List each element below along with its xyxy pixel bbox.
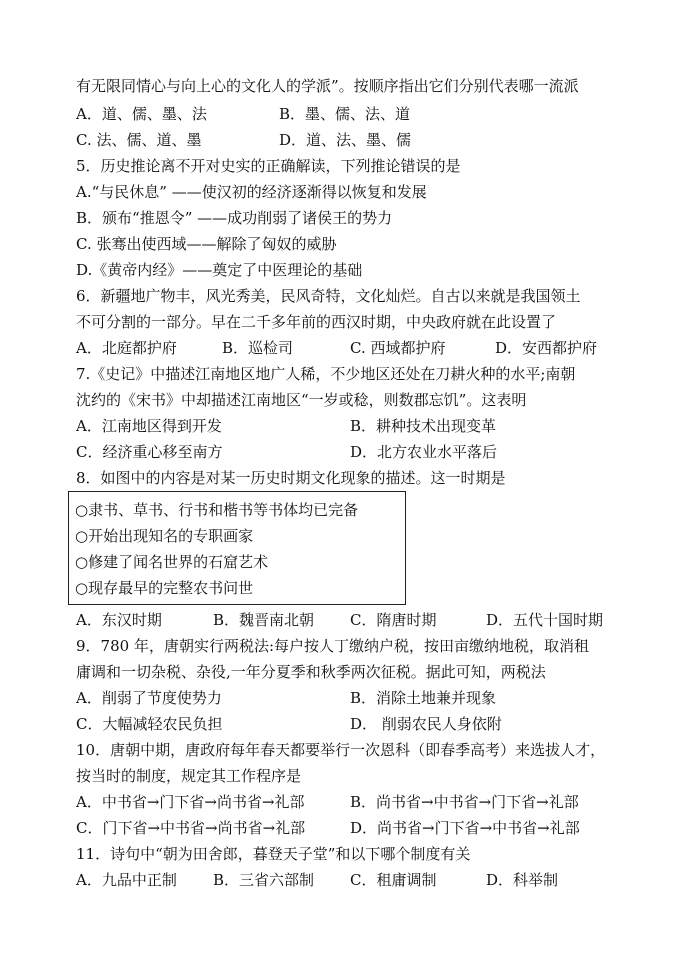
q9-option-a: A．削弱了节度使势力 [76,689,222,707]
q8-box-item-1: ○隶书、草书、行书和楷书等书体均已完备 [75,501,359,519]
q9-option-c: C．大幅减轻农民负担 [76,715,223,733]
q7-stem-line-2: 沈约的《宋书》中却描述江南地区“一岁或稔，则数郡忘饥”。这表明 [76,391,527,409]
q4-option-a: A．道、儒、墨、法 [76,105,207,123]
q6-option-d: D．安西都护府 [495,339,598,357]
q10-stem-line-1: 10．唐朝中期，唐政府每年春天都要举行一次恩科（即春季高考）来选拔人才， [76,741,606,759]
q8-box-item-4: ○现存最早的完整农书问世 [75,579,254,597]
q8-stem: 8．如图中的内容是对某一历史时期文化现象的描述。这一时期是 [76,469,506,487]
q10-option-c: C．门下省→中书省→尚书省→礼部 [76,819,306,837]
q4-option-c: C. 法、儒、道、墨 [76,131,202,149]
q11-option-b: B．三省六部制 [213,871,315,889]
q8-option-b: B．魏晋南北朝 [213,611,315,629]
q5-option-b: B．颁布“推恩令” ——成功削弱了诸侯王的势力 [76,209,393,227]
q4-stem-tail: 有无限同情心与向上心的文化人的学派”。按顺序指出它们分别代表哪一流派 [76,77,579,95]
q10-option-d: D．尚书省→门下省→中书省→礼部 [350,819,580,837]
q10-option-b: B．尚书省→中书省→门下省→礼部 [350,793,579,811]
q9-option-b: B．消除土地兼并现象 [350,689,497,707]
q8-option-d: D．五代十国时期 [486,611,604,629]
q8-option-c: C．隋唐时期 [350,611,437,629]
q6-stem-line-2: 不可分割的一部分。早在二千多年前的西汉时期，中央政府就在此设置了 [76,313,557,331]
q8-description-box [68,491,406,605]
q7-option-c: C．经济重心移至南方 [76,443,223,461]
q7-option-d: D．北方农业水平落后 [350,443,498,461]
q5-stem: 5．历史推论离不开对史实的正确解读，下列推论错误的是 [76,157,461,175]
q5-option-c: C. 张骞出使西域——解除了匈奴的威胁 [76,235,337,253]
q11-option-a: A．九品中正制 [76,871,177,889]
q7-stem-line-1: 7.《史记》中描述江南地区地广人稀，不少地区还处在刀耕火种的水平;南朝 [76,365,576,383]
q10-stem-line-2: 按当时的制度，规定其工作程序是 [76,767,302,785]
q11-option-d: D．科举制 [486,871,559,889]
q9-stem-line-1: 9．780 年，唐朝实行两税法:每户按人丁缴纳户税，按田亩缴纳地税，取消租 [76,637,589,655]
q4-option-b: B．墨、儒、法、道 [279,105,411,123]
q9-option-d: D． 削弱农民人身依附 [350,715,502,733]
q6-option-c: C. 西域都护府 [350,339,446,357]
q9-stem-line-2: 庸调和一切杂税、杂役,一年分夏季和秋季两次征税。据此可知，两税法 [76,663,546,681]
q4-option-d: D．道、法、墨、儒 [279,131,412,149]
q8-box-item-3: ○修建了闻名世界的石窟艺术 [75,553,269,571]
q6-option-b: B．巡检司 [222,339,294,357]
q7-option-b: B．耕种技术出现变革 [350,417,497,435]
q5-option-d: D.《黄帝内经》——奠定了中医理论的基础 [76,261,363,279]
q11-stem: 11．诗句中“朝为田舍郎，暮登天子堂”和以下哪个制度有关 [76,845,471,863]
q7-option-a: A．江南地区得到开发 [76,417,222,435]
q6-stem-line-1: 6．新疆地广物丰，风光秀美，民风奇特，文化灿烂。自古以来就是我国领土 [76,287,581,305]
q5-option-a: A.“与民休息” ——使汉初的经济逐渐得以恢复和发展 [76,183,427,201]
q8-option-a: A．东汉时期 [76,611,162,629]
q10-option-a: A．中书省→门下省→尚书省→礼部 [76,793,305,811]
q11-option-c: C．租庸调制 [350,871,437,889]
q8-box-item-2: ○开始出现知名的专职画家 [75,527,254,545]
q6-option-a: A．北庭都护府 [76,339,177,357]
